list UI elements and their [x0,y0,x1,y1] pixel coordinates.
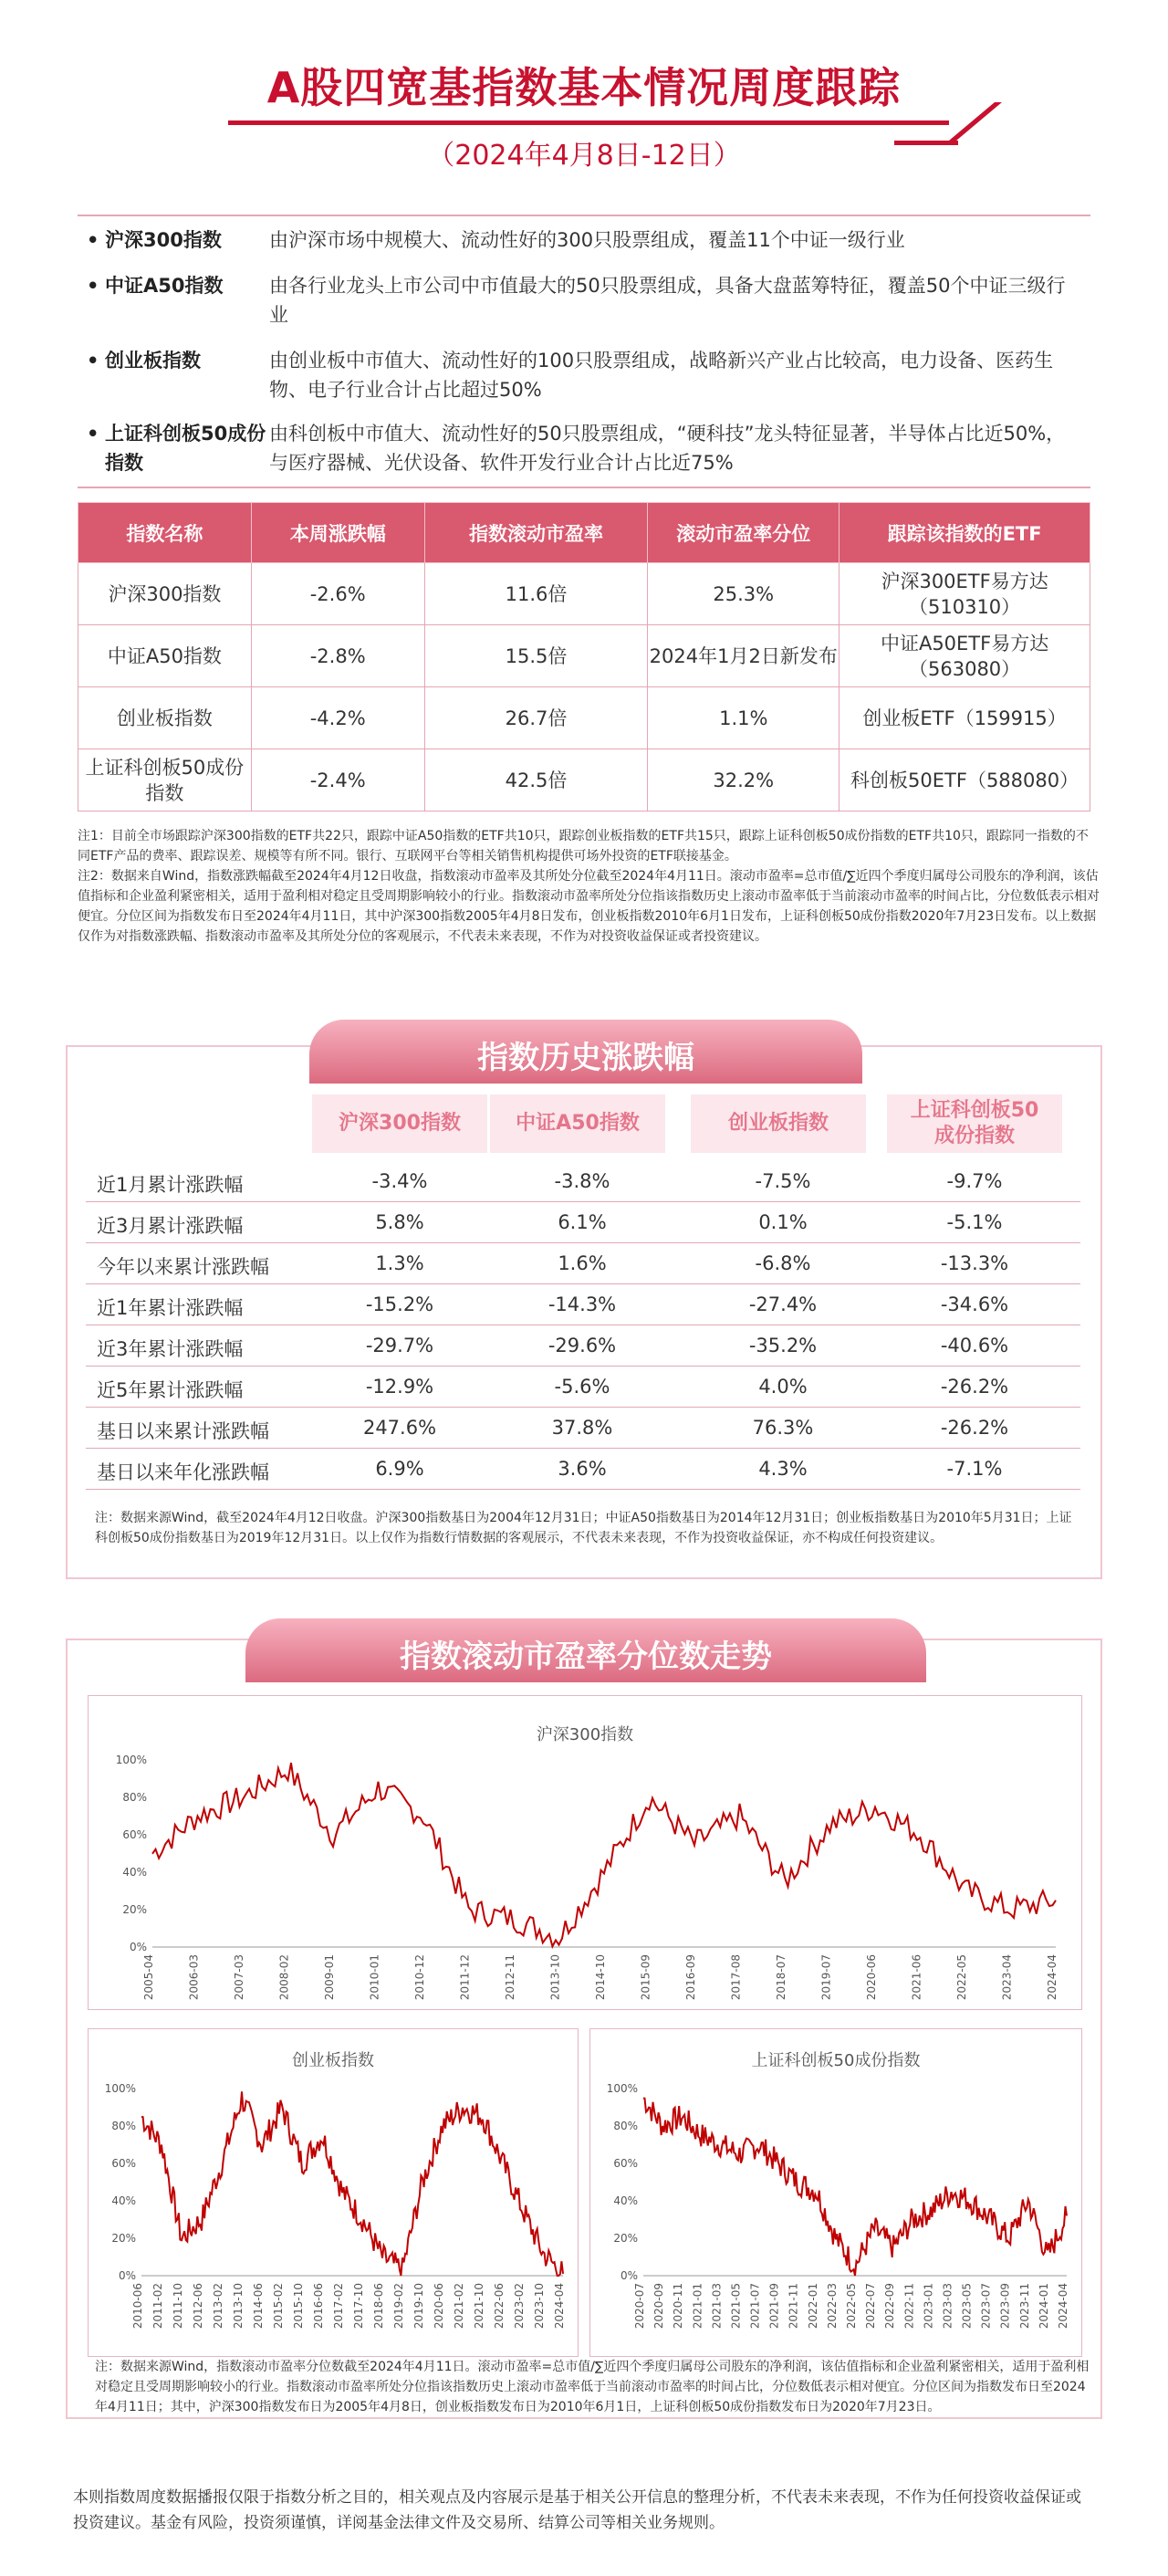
table-cell: -29.6% [548,1335,617,1356]
table-cell: 上证科创板50成份指数 [78,749,252,812]
table-row [78,687,1090,749]
x-tick-label: 2016-09 [684,1954,697,2001]
table-cell: 15.5倍 [424,625,648,687]
x-tick-label: 2010-01 [368,1954,381,2001]
table-cell: 247.6% [362,1417,437,1439]
x-tick-label: 2022-03 [825,2283,839,2330]
x-tick-label: 2017-08 [729,1954,743,2001]
table-cell: 11.6倍 [424,563,648,625]
x-tick-label: 2021-02 [453,2283,465,2330]
y-tick-label: 40% [111,2194,136,2207]
x-tick-label: 2024-01 [1037,2283,1050,2330]
row-label: 基日以来累计涨跌幅 [97,1420,269,1442]
pe-percentile-panel [66,1639,1102,2419]
table-row [78,749,1090,812]
index-description: 由沪深市场中规模大、流动性好的300只股票组成，覆盖11个中证一级行业 [269,229,905,251]
index-name: 创业板指数 [105,350,201,372]
row-label: 近1月累计涨跌幅 [97,1174,244,1196]
table-cell: 1.6% [558,1252,607,1274]
x-tick-label: 2013-02 [212,2283,224,2330]
table-header-cell: 跟踪该指数的ETF [840,503,1090,563]
x-tick-label: 2018-06 [372,2283,385,2330]
history-header-cell: 沪深300指数 [312,1094,487,1153]
row-label: 近3年累计涨跌幅 [97,1338,244,1360]
x-tick-label: 2022-01 [806,2283,819,2330]
x-tick-label: 2021-03 [710,2283,724,2330]
table-cell: 沪深300指数 [78,563,252,625]
chart-chinext-svg [89,2029,579,2358]
table-cell: 1.3% [375,1252,424,1274]
index-description: 由科创板中市值大、流动性好的50只股票组成，“硬科技”龙头特征显著，半导体占比近50%，与医疗器械、光伏设备、软件开发行业合计占比近75% [269,423,1066,474]
index-summary-table [78,502,1090,812]
x-tick-label: 2016-06 [312,2283,325,2330]
table-cell: -2.6% [251,563,424,625]
index-description: 由各行业龙头上市公司中市值最大的50只股票组成，具备大盘蓝筹特征，覆盖50个中证三级行业 [269,275,1066,326]
bullet-icon: • [87,275,99,297]
y-tick-label: 40% [613,2194,638,2207]
x-tick-label: 2017-02 [332,2283,345,2330]
x-tick-label: 2020-09 [652,2283,666,2330]
table-cell: 4.3% [758,1458,808,1480]
x-tick-label: 2013-10 [232,2283,245,2330]
x-tick-label: 2021-07 [748,2283,762,2330]
history-header-cell: 创业板指数 [691,1094,866,1153]
x-tick-label: 2021-10 [473,2283,485,2330]
x-tick-label: 2014-06 [252,2283,265,2330]
index-description: 由创业板中市值大、流动性好的100只股票组成，战略新兴产业占比较高，电力设备、医药生物、电子行业合计占比超过50% [269,350,1054,401]
table-cell: 42.5倍 [424,749,648,812]
table-cell: 沪深300ETF易方达（510310） [840,563,1090,625]
x-tick-label: 2023-10 [533,2283,546,2330]
x-tick-label: 2023-11 [1017,2283,1031,2330]
table-row [86,1449,1080,1490]
x-tick-label: 2021-01 [691,2283,704,2330]
table-cell: -5.6% [554,1376,610,1398]
table-row [86,1243,1080,1284]
pe-note: 注：数据来源Wind，指数滚动市盈率分位数截至2024年4月11日。滚动市盈率=总市值/∑近四个季度归属母公司股东的净利润，该估值指标和企业盈利紧密相关，适用于盈利相对稳定且受周期影响较小的行业。指数滚动市盈率所处分位指该指数历史上滚动市盈率低于当前滚动市盈率的时间占比，分位数低表示相对便宜。分位区间为指数发布日至2024年4月11日；其中，沪深300指数发布日为2005年4月8日，创业板指数发布日为2010年6月1日，上证科创板50成份指数发布日为2020年7月23日。 [95,2360,1090,2414]
history-header-cell: 中证A50指数 [490,1094,665,1153]
table-cell: -7.1% [946,1458,1003,1480]
x-tick-label: 2019-10 [412,2283,425,2330]
y-tick-label: 100% [606,2082,638,2095]
x-tick-label: 2015-02 [272,2283,285,2330]
title-underline [228,120,949,125]
table-cell: -29.7% [365,1335,434,1356]
section-title-banner [245,1618,926,1682]
table-cell: -14.3% [548,1293,617,1315]
table-cell: 4.0% [758,1376,808,1398]
x-tick-label: 2021-11 [787,2283,800,2330]
row-label: 近3月累计涨跌幅 [97,1215,244,1237]
table-cell: -34.6% [940,1293,1009,1315]
x-tick-label: 2020-06 [433,2283,445,2330]
x-tick-label: 2019-02 [392,2283,405,2330]
header [0,37,1168,183]
x-tick-label: 2024-04 [1057,2283,1069,2330]
x-tick-label: 2020-07 [633,2283,646,2330]
list-item [78,225,1090,255]
table-cell: 6.1% [558,1211,607,1233]
y-tick-label: 100% [115,1754,147,1766]
list-item [78,271,1090,330]
x-tick-label: 2010-12 [413,1954,426,2001]
table-cell: -2.4% [251,749,424,812]
table-cell: 0.1% [758,1211,808,1233]
footer-disclaimer: 本则指数周度数据播报仅限于指数分析之目的，相关观点及内容展示是基于相关公开信息的整理分析，不代表未来表现，不作为任何投资收益保证或投资建议。基金有风险，投资须谨慎，详阅基金法律文件及交易所、结算公司等相关业务规则。 [73,2488,1081,2532]
chart-star50-svg [590,2029,1083,2358]
x-tick-label: 2024-04 [553,2283,566,2330]
x-tick-label: 2017-10 [352,2283,365,2330]
y-tick-label: 60% [613,2157,638,2170]
page-title: A股四宽基指数基本情况周度跟踪 [266,63,902,112]
table-cell: 25.3% [648,563,840,625]
table-row [86,1284,1080,1325]
x-tick-label: 2020-11 [672,2283,685,2330]
table-cell: 中证A50指数 [78,625,252,687]
table-cell: 创业板指数 [78,687,252,749]
x-tick-label: 2011-12 [458,1954,472,2001]
row-label: 基日以来年化涨跌幅 [97,1461,269,1483]
table-cell: -26.2% [940,1417,1009,1439]
bullet-icon: • [87,423,99,445]
x-tick-label: 2022-06 [493,2283,506,2330]
row-label: 近1年累计涨跌幅 [97,1297,244,1319]
page-subtitle: （2024年4月8日-12日） [427,140,741,172]
chart-star50 [589,2028,1082,2357]
x-tick-label: 2012-11 [504,1954,516,2001]
table-cell: 5.8% [375,1211,424,1233]
x-tick-label: 2024-04 [1046,1954,1058,2001]
list-item [78,346,1090,404]
table-cell: -2.8% [251,625,424,687]
x-tick-label: 2013-10 [548,1954,562,2001]
note-paragraph: 注2：数据来自Wind，指数涨跌幅截至2024年4月12日收盘，指数滚动市盈率及其所处分位截至2024年4月11日。滚动市盈率=总市值/∑近四个季度归属母公司股东的净利润，该估值指标和企业盈利紧密相关，适用于盈利相对稳定且受周期影响较小的行业。指数滚动市盈率所处分位指该指数历史上滚动市盈率低于当前滚动市盈率的时间占比，分位数低表示相对便宜。分位区间为指数发布日至2024年4月11日，其中沪深300指数2005年4月8日发布，创业板指数2010年6月1日发布，上证科创板50成份指数2020年7月23日发布。以上数据仅作为对指数涨跌幅、指数滚动市盈率及其所处分位的客观展示，不代表未来表现，不作为对投资收益保证或者投资建议。 [78,869,1100,944]
y-tick-label: 60% [122,1828,147,1841]
table-header-cell: 本周涨跌幅 [251,503,424,563]
x-tick-label: 2005-04 [142,1954,155,2001]
row-label: 今年以来累计涨跌幅 [97,1256,269,1278]
x-tick-label: 2023-01 [922,2283,935,2330]
x-tick-label: 2023-09 [998,2283,1012,2330]
x-tick-label: 2010-06 [131,2283,144,2330]
chart-chinext [88,2028,579,2357]
list-item [78,419,1090,477]
table-header-cell: 滚动市盈率分位 [648,503,840,563]
table-cell: -6.8% [755,1252,811,1274]
x-tick-label: 2022-05 [845,2283,858,2330]
table-cell: 26.7倍 [424,687,648,749]
y-tick-label: 0% [118,2269,136,2282]
section-title: 指数历史涨跌幅 [477,1040,694,1076]
y-tick-label: 0% [620,2269,638,2282]
chart-title: 创业板指数 [292,2051,374,2070]
x-tick-label: 2011-02 [151,2283,164,2330]
table-cell: 6.9% [375,1458,424,1480]
x-tick-label: 2015-09 [639,1954,652,2001]
x-tick-label: 2008-02 [277,1954,291,2001]
table-header-cell: 指数滚动市盈率 [424,503,648,563]
y-tick-label: 60% [111,2157,136,2170]
table-cell: -7.5% [755,1170,811,1192]
table-cell: 中证A50ETF易方达（563080） [840,625,1090,687]
x-tick-label: 2007-03 [233,1954,245,2001]
history-header-cell: 上证科创板50成份指数 [887,1094,1062,1153]
table-row [86,1161,1080,1202]
bullet-icon: • [87,229,99,251]
row-label: 近5年累计涨跌幅 [97,1379,244,1401]
x-tick-label: 2014-10 [594,1954,607,2001]
table-cell: -15.2% [365,1293,434,1315]
x-tick-label: 2009-01 [323,1954,336,2001]
table-cell: -12.9% [365,1376,434,1398]
chart-title: 上证科创板50成份指数 [751,2051,921,2070]
y-tick-label: 80% [111,2120,136,2132]
index-name: 中证A50指数 [105,275,224,297]
table-cell: -40.6% [940,1335,1009,1356]
series-line [152,1763,1056,1946]
table-header-row [78,503,1090,563]
y-tick-label: 20% [613,2232,638,2245]
table-cell: -13.3% [940,1252,1009,1274]
bullet-icon: • [87,350,99,372]
history-panel [66,1040,1102,1579]
table-cell: -3.4% [371,1170,428,1192]
table-row [86,1367,1080,1408]
section-title-banner [309,1020,862,1084]
x-tick-label: 2023-04 [1000,1954,1014,2001]
x-tick-label: 2023-05 [960,2283,974,2330]
x-tick-label: 2021-05 [729,2283,743,2330]
x-tick-label: 2015-10 [292,2283,305,2330]
chart-hs300 [88,1695,1082,2010]
y-tick-label: 40% [122,1866,147,1879]
x-tick-label: 2018-07 [775,1954,787,2001]
y-tick-label: 80% [122,1791,147,1804]
note-paragraph: 注1：目前全市场跟踪沪深300指数的ETF共22只，跟踪中证A50指数的ETF共10只，跟踪创业板指数的ETF共15只，跟踪上证科创板50成份指数的ETF共10只，跟踪同一指数的不同ETF产品的费率、跟踪误差、规模等有所不同。银行、互联网平台等相关销售机构提供可场外投资的ETF联接基金。 [78,829,1089,864]
index-name: 上证科创板50成份指数 [105,423,266,474]
table-cell: 3.6% [558,1458,607,1480]
table-cell: 37.8% [551,1417,613,1439]
y-tick-label: 100% [104,2082,136,2095]
table-cell: 76.3% [752,1417,814,1439]
y-tick-label: 20% [122,1903,147,1916]
x-tick-label: 2023-07 [979,2283,993,2330]
table-cell: -27.4% [748,1293,818,1315]
x-tick-label: 2023-02 [513,2283,526,2330]
x-tick-label: 2022-11 [902,2283,916,2330]
x-tick-label: 2022-09 [883,2283,897,2330]
table-cell: -3.8% [554,1170,610,1192]
table-row [86,1408,1080,1449]
x-tick-label: 2020-06 [865,1954,878,2001]
table-cell: -9.7% [946,1170,1003,1192]
chart-hs300-svg [89,1696,1083,2011]
table-header-cell: 指数名称 [78,503,252,563]
table-row [86,1325,1080,1367]
table-cell: -5.1% [946,1211,1003,1233]
y-tick-label: 0% [129,1941,147,1953]
table-cell: 创业板ETF（159915） [840,687,1090,749]
chart-title: 沪深300指数 [536,1725,634,1744]
y-tick-label: 20% [111,2232,136,2245]
x-tick-label: 2011-10 [172,2283,184,2330]
table-cell: 2024年1月2日新发布 [648,625,840,687]
x-tick-label: 2021-09 [767,2283,781,2330]
table-cell: 科创板50ETF（588080） [840,749,1090,812]
table-row [78,625,1090,687]
index-name: 沪深300指数 [105,229,222,251]
table-notes [78,826,1100,947]
table-row [78,563,1090,625]
table-cell: -35.2% [748,1335,818,1356]
table-row [86,1202,1080,1243]
table-cell: 1.1% [648,687,840,749]
series-line [643,2099,1067,2277]
x-tick-label: 2022-07 [864,2283,878,2330]
series-line [141,2091,563,2276]
table-cell: -4.2% [251,687,424,749]
table-cell: -26.2% [940,1376,1009,1398]
x-tick-label: 2012-06 [192,2283,204,2330]
x-tick-label: 2006-03 [187,1954,201,2001]
x-tick-label: 2019-07 [819,1954,833,2001]
history-note: 注：数据来源Wind，截至2024年4月12日收盘。沪深300指数基日为2004年12月31日；中证A50指数基日为2014年12月31日；创业板指数基日为2010年5月31日；上证科创板50成份指数基日为2019年12月31日。以上仅作为指数行情数据的客观展示，不代表未来表现，不作为投资收益保证，亦不构成任何投资建议。 [95,1511,1072,1545]
section-title: 指数滚动市盈率分位数走势 [400,1639,772,1675]
x-tick-label: 2023-03 [941,2283,954,2330]
index-intro-list [78,215,1090,488]
x-tick-label: 2021-06 [910,1954,923,2001]
table-cell: 32.2% [648,749,840,812]
y-tick-label: 80% [613,2120,638,2132]
x-tick-label: 2022-05 [955,1954,968,2001]
